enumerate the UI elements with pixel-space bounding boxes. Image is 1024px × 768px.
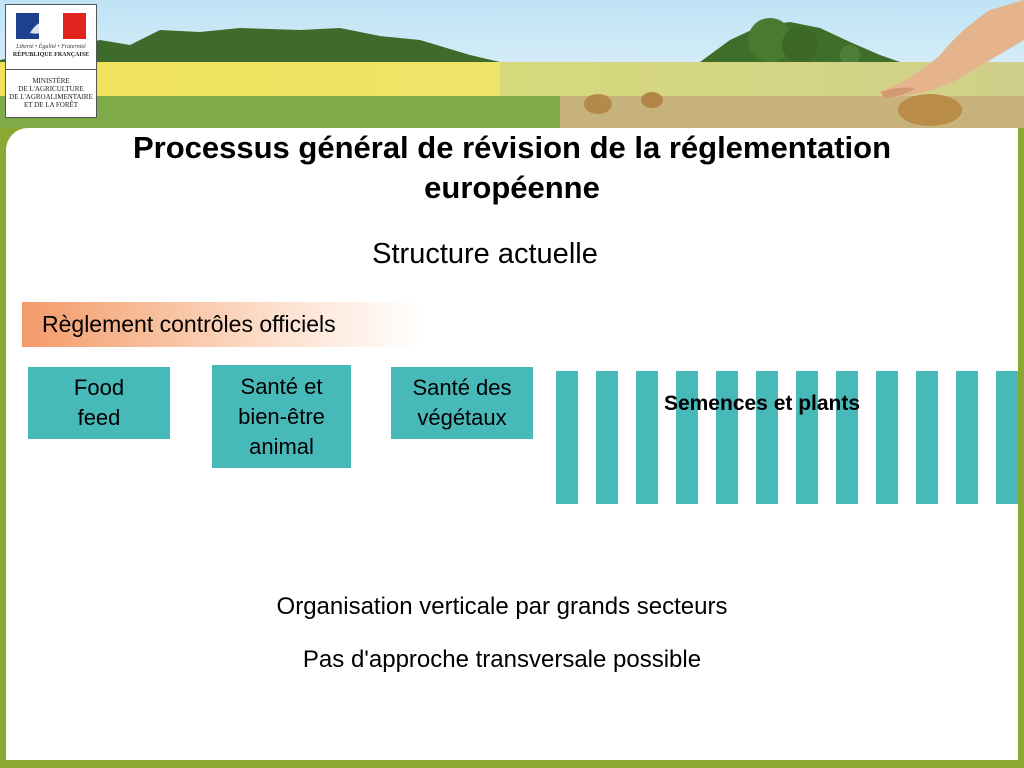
seeds-stripe (676, 371, 698, 504)
seeds-stripe (636, 371, 658, 504)
sector-line: feed (77, 405, 121, 430)
seeds-stripe (956, 371, 978, 504)
note-vertical-organisation: Organisation verticale par grands secteurs (276, 593, 728, 620)
logo-divider (6, 69, 96, 70)
ministry-line: ET DE LA FORÊT (23, 101, 79, 109)
marianne-flag-icon (16, 13, 86, 39)
seeds-stripe (996, 371, 1018, 504)
slide-title: Processus général de révision de la réglementation européenne (132, 130, 892, 205)
landscape-image (0, 0, 1024, 128)
sector-line: Santé des (412, 375, 512, 400)
ministry-line: DE L'AGROALIMENTAIRE (9, 93, 93, 101)
sector-line: Santé et (240, 373, 323, 399)
slide-subtitle: Structure actuelle (372, 238, 598, 270)
logo-ministry-name (7, 77, 95, 109)
ministry-line: DE L'AGRICULTURE (18, 85, 84, 93)
seeds-stripe (836, 371, 858, 504)
header-banner (0, 0, 1024, 128)
seeds-stripe (796, 371, 818, 504)
ministry-logo (5, 4, 97, 118)
seeds-striped-block (556, 371, 1018, 504)
sector-box-plant-health (391, 367, 533, 439)
sector-box-animal-health (212, 365, 351, 468)
regulation-label: Règlement contrôles officiels (42, 311, 336, 337)
seeds-stripe (596, 371, 618, 504)
sector-line: bien-être (238, 403, 325, 429)
seeds-stripe (556, 371, 578, 504)
sector-line: animal (249, 433, 314, 459)
note-no-transversal: Pas d'approche transversale possible (302, 646, 702, 673)
sector-line: végétaux (417, 405, 507, 430)
seeds-stripe (716, 371, 738, 504)
sector-line: Food (73, 375, 125, 400)
logo-motto: Liberté • Égalité • Fraternité (16, 44, 86, 50)
logo-republic: RÉPUBLIQUE FRANÇAISE (12, 52, 90, 58)
seeds-stripe (756, 371, 778, 504)
seeds-stripe (916, 371, 938, 504)
ministry-line: MINISTÈRE (32, 77, 70, 85)
seeds-label: Semences et plants (663, 392, 861, 415)
sector-box-food-feed (28, 367, 170, 439)
seeds-stripe (876, 371, 898, 504)
